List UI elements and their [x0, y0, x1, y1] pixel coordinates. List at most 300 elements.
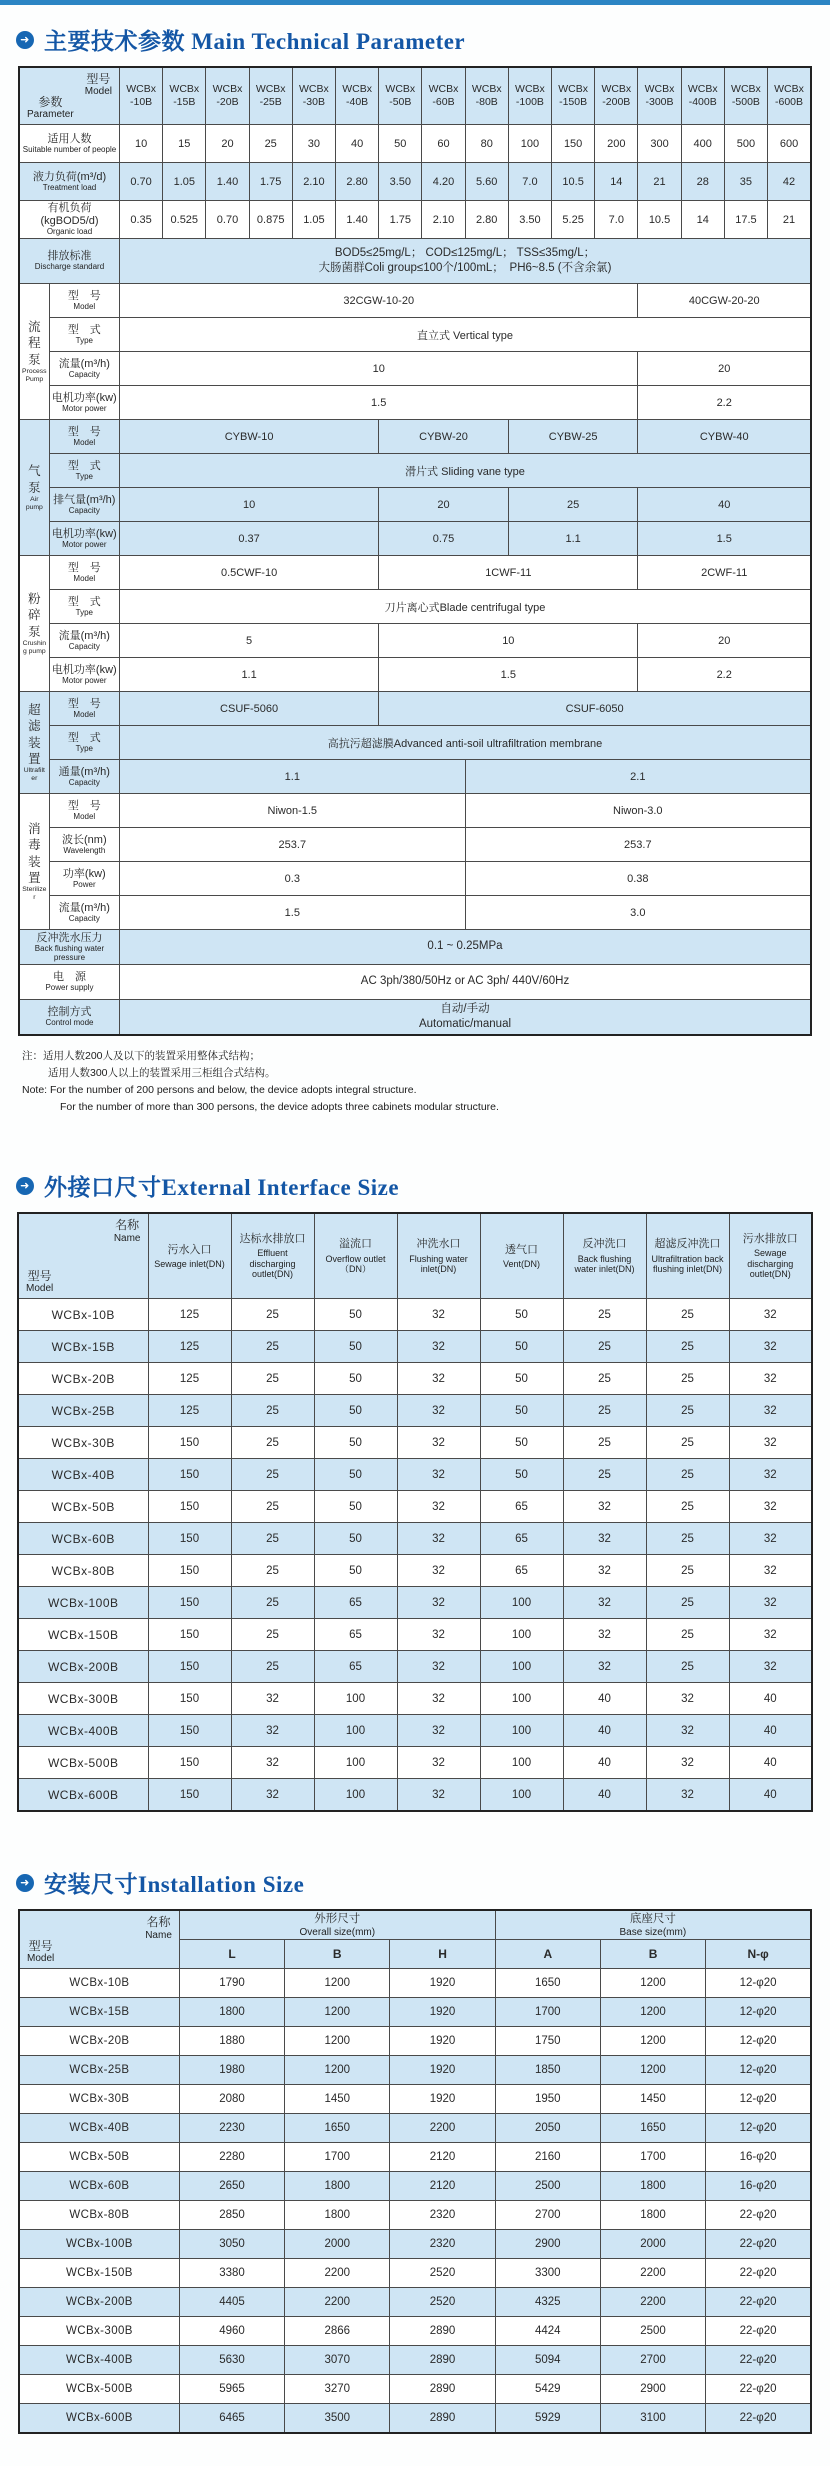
value-cell: 10 — [119, 352, 637, 386]
value-cell: 2900 — [600, 2375, 705, 2404]
note-line: 注：适用人数200人及以下的装置采用整体式结构； — [22, 1050, 261, 1063]
value-cell: 22-φ20 — [706, 2259, 811, 2288]
value-cell: 5 — [119, 624, 378, 658]
row-label: 电机功率(kw) Motor power — [49, 522, 119, 556]
value-cell: 32 — [563, 1587, 646, 1619]
value-cell: 50 — [314, 1427, 397, 1459]
table-row — [18, 1299, 812, 1331]
value-cell: 25 — [231, 1395, 314, 1427]
value-cell: 600 — [768, 125, 811, 163]
value-cell: 1.5 — [119, 386, 637, 420]
value-cell: 1800 — [285, 2201, 390, 2230]
value-cell: 80 — [465, 125, 508, 163]
value-cell: 0.38 — [465, 862, 811, 896]
value-cell: 40 — [729, 1715, 812, 1747]
row-label: 排放标准 Discharge standard — [19, 239, 119, 284]
value-cell: 125 — [148, 1363, 231, 1395]
value-cell: 5630 — [179, 2346, 284, 2375]
corner-cell — [19, 1910, 179, 1969]
value-cell: CSUF-5060 — [119, 692, 378, 726]
value-cell: 25 — [231, 1363, 314, 1395]
model-column-header: WCBx -20B — [206, 67, 249, 125]
value-cell: 25 — [563, 1395, 646, 1427]
value-cell: 150 — [148, 1779, 231, 1812]
value-cell: 25 — [646, 1523, 729, 1555]
value-cell: 自动/手动 Automatic/manual — [119, 1000, 811, 1036]
value-cell: CSUF-6050 — [379, 692, 811, 726]
value-cell: 50 — [314, 1491, 397, 1523]
value-cell: 25 — [646, 1395, 729, 1427]
row-label: 电 源 Power supply — [19, 965, 119, 1000]
value-cell: 1.40 — [336, 201, 379, 239]
value-cell: 2700 — [495, 2201, 600, 2230]
value-cell: 32 — [397, 1715, 480, 1747]
value-cell: 1200 — [600, 1998, 705, 2027]
value-cell: 20 — [638, 352, 811, 386]
value-cell: 25 — [231, 1427, 314, 1459]
table-row — [19, 2375, 811, 2404]
value-cell: 150 — [148, 1651, 231, 1683]
value-cell: 25 — [563, 1363, 646, 1395]
column-header: 污水入口 Sewage inlet(DN) — [148, 1213, 231, 1299]
value-cell: 3300 — [495, 2259, 600, 2288]
model-cell: WCBx-60B — [19, 2172, 179, 2201]
row-label: 型 式 Type — [49, 726, 119, 760]
value-cell: 2.10 — [422, 201, 465, 239]
value-cell: 125 — [148, 1395, 231, 1427]
value-cell: 42 — [768, 163, 811, 201]
row-label: 液力负荷(m³/d) Treatment load — [19, 163, 119, 201]
value-cell: 40 — [729, 1747, 812, 1779]
value-cell: 32 — [729, 1619, 812, 1651]
value-cell: 150 — [148, 1459, 231, 1491]
value-cell: 1200 — [600, 2027, 705, 2056]
value-cell: 65 — [480, 1555, 563, 1587]
value-cell: 32 — [397, 1683, 480, 1715]
model-cell: WCBx-600B — [19, 2404, 179, 2434]
row-label: 流量(m³/h) Capacity — [49, 624, 119, 658]
value-cell: 22-φ20 — [706, 2288, 811, 2317]
value-cell: 21 — [638, 163, 681, 201]
value-cell: 4.20 — [422, 163, 465, 201]
value-cell: 32 — [646, 1779, 729, 1812]
table-row — [19, 2143, 811, 2172]
value-cell: 25 — [646, 1299, 729, 1331]
model-cell: WCBx-50B — [18, 1491, 148, 1523]
section-title-text: 外接口尺寸External Interface Size — [44, 1175, 400, 1201]
value-cell: 0.37 — [119, 522, 378, 556]
value-cell: 7.0 — [595, 201, 638, 239]
group-label: 超滤装置 Ultrafilter — [19, 692, 49, 794]
column-header: N-φ — [706, 1940, 811, 1969]
value-cell: 40 — [729, 1683, 812, 1715]
value-cell: 21 — [768, 201, 811, 239]
value-cell: 40 — [336, 125, 379, 163]
value-cell: 3.0 — [465, 896, 811, 930]
value-cell: 32 — [729, 1363, 812, 1395]
value-cell: 2.2 — [638, 658, 811, 692]
value-cell: 2CWF-11 — [638, 556, 811, 590]
value-cell: 1450 — [600, 2085, 705, 2114]
row-label: 型 号 Model — [49, 284, 119, 318]
value-cell: 65 — [480, 1491, 563, 1523]
value-cell: 3050 — [179, 2230, 284, 2259]
value-cell: 25 — [646, 1587, 729, 1619]
value-cell: 100 — [480, 1587, 563, 1619]
value-cell: 32 — [397, 1555, 480, 1587]
value-cell: CYBW-10 — [119, 420, 378, 454]
value-cell: 22-φ20 — [706, 2375, 811, 2404]
value-cell: 50 — [480, 1363, 563, 1395]
value-cell: 2500 — [495, 2172, 600, 2201]
column-header: 溢流口 Overflow outlet （DN） — [314, 1213, 397, 1299]
column-header: 冲洗水口 Flushing water inlet(DN) — [397, 1213, 480, 1299]
table-row — [18, 1363, 812, 1395]
value-cell: 25 — [646, 1491, 729, 1523]
column-header: 反冲洗口 Back flushing water inlet(DN) — [563, 1213, 646, 1299]
value-cell: 50 — [480, 1427, 563, 1459]
row-label: 排气量(m³/h) Capacity — [49, 488, 119, 522]
value-cell: 1800 — [179, 1998, 284, 2027]
table-row — [19, 2404, 811, 2434]
value-cell: 2520 — [390, 2288, 495, 2317]
value-cell: 300 — [638, 125, 681, 163]
value-cell: 100 — [314, 1683, 397, 1715]
table-row — [18, 1619, 812, 1651]
value-cell: 50 — [314, 1395, 397, 1427]
corner-bottom-label: 型号 Model — [27, 1938, 55, 1965]
value-cell: 1920 — [390, 2027, 495, 2056]
value-cell: 12-φ20 — [706, 1998, 811, 2027]
value-cell: 25 — [646, 1331, 729, 1363]
corner-bottom-label: 型号 Model — [26, 1268, 54, 1295]
row-label: 型 号 Model — [49, 794, 119, 828]
value-cell: 12-φ20 — [706, 1969, 811, 1998]
value-cell: 50 — [314, 1523, 397, 1555]
value-cell: 2000 — [285, 2230, 390, 2259]
top-divider-bar — [0, 0, 830, 5]
value-cell: 50 — [314, 1555, 397, 1587]
model-cell: WCBx-200B — [19, 2288, 179, 2317]
value-cell: 1.75 — [249, 163, 292, 201]
model-cell: WCBx-20B — [18, 1363, 148, 1395]
value-cell: 65 — [480, 1523, 563, 1555]
value-cell: 40 — [729, 1779, 812, 1812]
row-label: 通量(m³/h) Capacity — [49, 760, 119, 794]
value-cell: 0.5CWF-10 — [119, 556, 378, 590]
value-cell: 400 — [681, 125, 724, 163]
value-cell: 1.05 — [163, 163, 206, 201]
table-row — [19, 2259, 811, 2288]
model-column-header: WCBx -100B — [508, 67, 551, 125]
model-cell: WCBx-40B — [19, 2114, 179, 2143]
value-cell: 1200 — [285, 1998, 390, 2027]
value-cell: 1800 — [600, 2172, 705, 2201]
value-cell: 32 — [563, 1651, 646, 1683]
table-row — [18, 1491, 812, 1523]
value-cell: 1.75 — [379, 201, 422, 239]
value-cell: 2230 — [179, 2114, 284, 2143]
column-header: L — [179, 1940, 284, 1969]
model-cell: WCBx-10B — [18, 1299, 148, 1331]
value-cell: 32 — [729, 1459, 812, 1491]
value-cell: 17.5 — [724, 201, 767, 239]
value-cell: 2650 — [179, 2172, 284, 2201]
value-cell: 150 — [552, 125, 595, 163]
model-column-header: WCBx -25B — [249, 67, 292, 125]
value-cell: 1.5 — [638, 522, 811, 556]
value-cell: 30 — [292, 125, 335, 163]
value-cell: 12-φ20 — [706, 2114, 811, 2143]
value-cell: 100 — [508, 125, 551, 163]
column-header: 超滤反冲洗口 Ultrafiltration back flushing inlet(DN) — [646, 1213, 729, 1299]
value-cell: 32 — [729, 1299, 812, 1331]
table-row — [19, 2288, 811, 2317]
column-header: 透气口 Vent(DN) — [480, 1213, 563, 1299]
value-cell: 32 — [563, 1523, 646, 1555]
value-cell: 2.80 — [336, 163, 379, 201]
value-cell: 50 — [314, 1363, 397, 1395]
value-cell: 50 — [314, 1459, 397, 1491]
model-cell: WCBx-30B — [18, 1427, 148, 1459]
value-cell: 1650 — [285, 2114, 390, 2143]
value-cell: 1.1 — [119, 658, 378, 692]
row-label: 适用人数 Suitable number of people — [19, 125, 119, 163]
value-cell: 20 — [638, 624, 811, 658]
value-cell: 22-φ20 — [706, 2346, 811, 2375]
model-cell: WCBx-500B — [19, 2375, 179, 2404]
value-cell: 2.80 — [465, 201, 508, 239]
value-cell: 2080 — [179, 2085, 284, 2114]
value-cell: 2320 — [390, 2230, 495, 2259]
model-cell: WCBx-300B — [19, 2317, 179, 2346]
value-cell: BOD5≤25mg/L； COD≤125mg/L； TSS≤35mg/L； 大肠菌群Coli group≤100个/100mL； PH6~8.5 (不含余氯) — [119, 239, 811, 284]
value-cell: 2890 — [390, 2404, 495, 2434]
value-cell: 3500 — [285, 2404, 390, 2434]
value-cell: 5929 — [495, 2404, 600, 2434]
model-cell: WCBx-25B — [18, 1395, 148, 1427]
value-cell: 1200 — [600, 2056, 705, 2085]
value-cell: 1850 — [495, 2056, 600, 2085]
model-cell: WCBx-100B — [18, 1587, 148, 1619]
value-cell: 1950 — [495, 2085, 600, 2114]
table-row — [18, 1427, 812, 1459]
value-cell: 150 — [148, 1555, 231, 1587]
table-row — [18, 1555, 812, 1587]
model-column-header: WCBx -80B — [465, 67, 508, 125]
column-header: 达标水排放口 Effluent discharging outlet(DN) — [231, 1213, 314, 1299]
value-cell: 2320 — [390, 2201, 495, 2230]
value-cell: CYBW-40 — [638, 420, 811, 454]
value-cell: 200 — [595, 125, 638, 163]
value-cell: 25 — [646, 1459, 729, 1491]
value-cell: 0.70 — [119, 163, 162, 201]
value-cell: 32 — [397, 1395, 480, 1427]
model-cell: WCBx-300B — [18, 1683, 148, 1715]
value-cell: AC 3ph/380/50Hz or AC 3ph/ 440V/60Hz — [119, 965, 811, 1000]
value-cell: 150 — [148, 1523, 231, 1555]
row-label: 电机功率(kw) Motor power — [49, 658, 119, 692]
model-cell: WCBx-200B — [18, 1651, 148, 1683]
table-row — [19, 2056, 811, 2085]
value-cell: 1700 — [285, 2143, 390, 2172]
value-cell: 22-φ20 — [706, 2317, 811, 2346]
model-cell: WCBx-50B — [19, 2143, 179, 2172]
value-cell: 40 — [638, 488, 811, 522]
model-cell: WCBx-150B — [18, 1619, 148, 1651]
value-cell: 32 — [397, 1651, 480, 1683]
value-cell: 4960 — [179, 2317, 284, 2346]
value-cell: 32 — [563, 1555, 646, 1587]
value-cell: 25 — [231, 1619, 314, 1651]
row-label: 型 号 Model — [49, 692, 119, 726]
value-cell: 25 — [646, 1427, 729, 1459]
group-label: 消毒装置 Sterilizer — [19, 794, 49, 930]
section-main-parameters — [0, 23, 830, 1115]
value-cell: 32 — [397, 1331, 480, 1363]
value-cell: 100 — [314, 1747, 397, 1779]
value-cell: 40 — [563, 1683, 646, 1715]
value-cell: 22-φ20 — [706, 2404, 811, 2434]
value-cell: 32 — [397, 1587, 480, 1619]
value-cell: 28 — [681, 163, 724, 201]
corner-cell — [18, 1213, 148, 1299]
value-cell: 100 — [480, 1715, 563, 1747]
model-column-header: WCBx -30B — [292, 67, 335, 125]
corner-top-label: 型号 Model — [84, 72, 112, 98]
value-cell: Niwon-3.0 — [465, 794, 811, 828]
value-cell: 150 — [148, 1427, 231, 1459]
table-row — [18, 1587, 812, 1619]
value-cell: 1200 — [600, 1969, 705, 1998]
table-row — [19, 2114, 811, 2143]
value-cell: 1920 — [390, 1969, 495, 1998]
value-cell: 60 — [422, 125, 465, 163]
value-cell: 22-φ20 — [706, 2201, 811, 2230]
value-cell: 15 — [163, 125, 206, 163]
value-cell: 0.75 — [379, 522, 509, 556]
value-cell: 1980 — [179, 2056, 284, 2085]
model-cell: WCBx-30B — [19, 2085, 179, 2114]
value-cell: 25 — [646, 1651, 729, 1683]
value-cell: 2200 — [390, 2114, 495, 2143]
value-cell: 1.40 — [206, 163, 249, 201]
row-label: 型 式 Type — [49, 454, 119, 488]
value-cell: 1CWF-11 — [379, 556, 638, 590]
corner-bottom-label: 参数 Parameter — [27, 94, 74, 120]
value-cell: 0.1 ~ 0.25MPa — [119, 930, 811, 965]
value-cell: 2160 — [495, 2143, 600, 2172]
value-cell: 1920 — [390, 2056, 495, 2085]
value-cell: 32 — [231, 1747, 314, 1779]
value-cell: 100 — [480, 1779, 563, 1812]
row-label: 型 式 Type — [49, 318, 119, 352]
value-cell: 1800 — [285, 2172, 390, 2201]
value-cell: 32 — [397, 1459, 480, 1491]
value-cell: 253.7 — [465, 828, 811, 862]
value-cell: 高抗污超滤膜Advanced anti-soil ultrafiltration membrane — [119, 726, 811, 760]
value-cell: 滑片式 Sliding vane type — [119, 454, 811, 488]
group-header: 外形尺寸 Overall size(mm) — [179, 1910, 495, 1940]
value-cell: 16-φ20 — [706, 2143, 811, 2172]
value-cell: 50 — [480, 1331, 563, 1363]
corner-top-label: 名称 Name — [145, 1915, 172, 1941]
value-cell: 35 — [724, 163, 767, 201]
column-header: B — [600, 1940, 705, 1969]
model-column-header: WCBx -10B — [119, 67, 162, 125]
value-cell: 1.05 — [292, 201, 335, 239]
value-cell: 32 — [729, 1587, 812, 1619]
value-cell: 2.10 — [292, 163, 335, 201]
value-cell: 2866 — [285, 2317, 390, 2346]
row-label: 型 号 Model — [49, 556, 119, 590]
table-row — [19, 1998, 811, 2027]
value-cell: 5094 — [495, 2346, 600, 2375]
value-cell: 32 — [729, 1331, 812, 1363]
row-label: 反冲洗水压力 Back flushing water pressure — [19, 930, 119, 965]
value-cell: 3.50 — [508, 201, 551, 239]
table-row — [18, 1331, 812, 1363]
table-row — [19, 2085, 811, 2114]
value-cell: 4325 — [495, 2288, 600, 2317]
value-cell: 1450 — [285, 2085, 390, 2114]
value-cell: Niwon-1.5 — [119, 794, 465, 828]
value-cell: 50 — [480, 1299, 563, 1331]
value-cell: 100 — [480, 1651, 563, 1683]
value-cell: 32 — [397, 1491, 480, 1523]
table-row — [19, 2027, 811, 2056]
table-row — [18, 1683, 812, 1715]
value-cell: 40 — [563, 1747, 646, 1779]
value-cell: 150 — [148, 1491, 231, 1523]
value-cell: 1200 — [285, 2056, 390, 2085]
value-cell: 25 — [231, 1555, 314, 1587]
section-heading-installation-size — [16, 1866, 830, 1899]
value-cell: 125 — [148, 1331, 231, 1363]
row-label: 波长(nm) Wavelength — [49, 828, 119, 862]
table-row — [19, 1969, 811, 1998]
value-cell: 0.525 — [163, 201, 206, 239]
value-cell: 2280 — [179, 2143, 284, 2172]
value-cell: 7.0 — [508, 163, 551, 201]
value-cell: 32CGW-10-20 — [119, 284, 637, 318]
model-cell: WCBx-15B — [19, 1998, 179, 2027]
value-cell: 40 — [563, 1715, 646, 1747]
arrow-bullet-icon: ➜ — [16, 1874, 34, 1892]
notes-block — [22, 1048, 830, 1115]
value-cell: 2890 — [390, 2317, 495, 2346]
value-cell: 12-φ20 — [706, 2056, 811, 2085]
value-cell: 25 — [563, 1331, 646, 1363]
model-cell: WCBx-25B — [19, 2056, 179, 2085]
value-cell: 20 — [206, 125, 249, 163]
value-cell: 2850 — [179, 2201, 284, 2230]
model-column-header: WCBx -60B — [422, 67, 465, 125]
table-row — [18, 1651, 812, 1683]
model-cell: WCBx-40B — [18, 1459, 148, 1491]
value-cell: 1.1 — [508, 522, 638, 556]
column-header: H — [390, 1940, 495, 1969]
value-cell: 4405 — [179, 2288, 284, 2317]
value-cell: 25 — [231, 1523, 314, 1555]
value-cell: 500 — [724, 125, 767, 163]
value-cell: 2500 — [600, 2317, 705, 2346]
value-cell: 50 — [480, 1395, 563, 1427]
value-cell: 2890 — [390, 2375, 495, 2404]
value-cell: 10 — [379, 624, 638, 658]
value-cell: 25 — [563, 1459, 646, 1491]
main-technical-parameter-table — [18, 66, 812, 1036]
